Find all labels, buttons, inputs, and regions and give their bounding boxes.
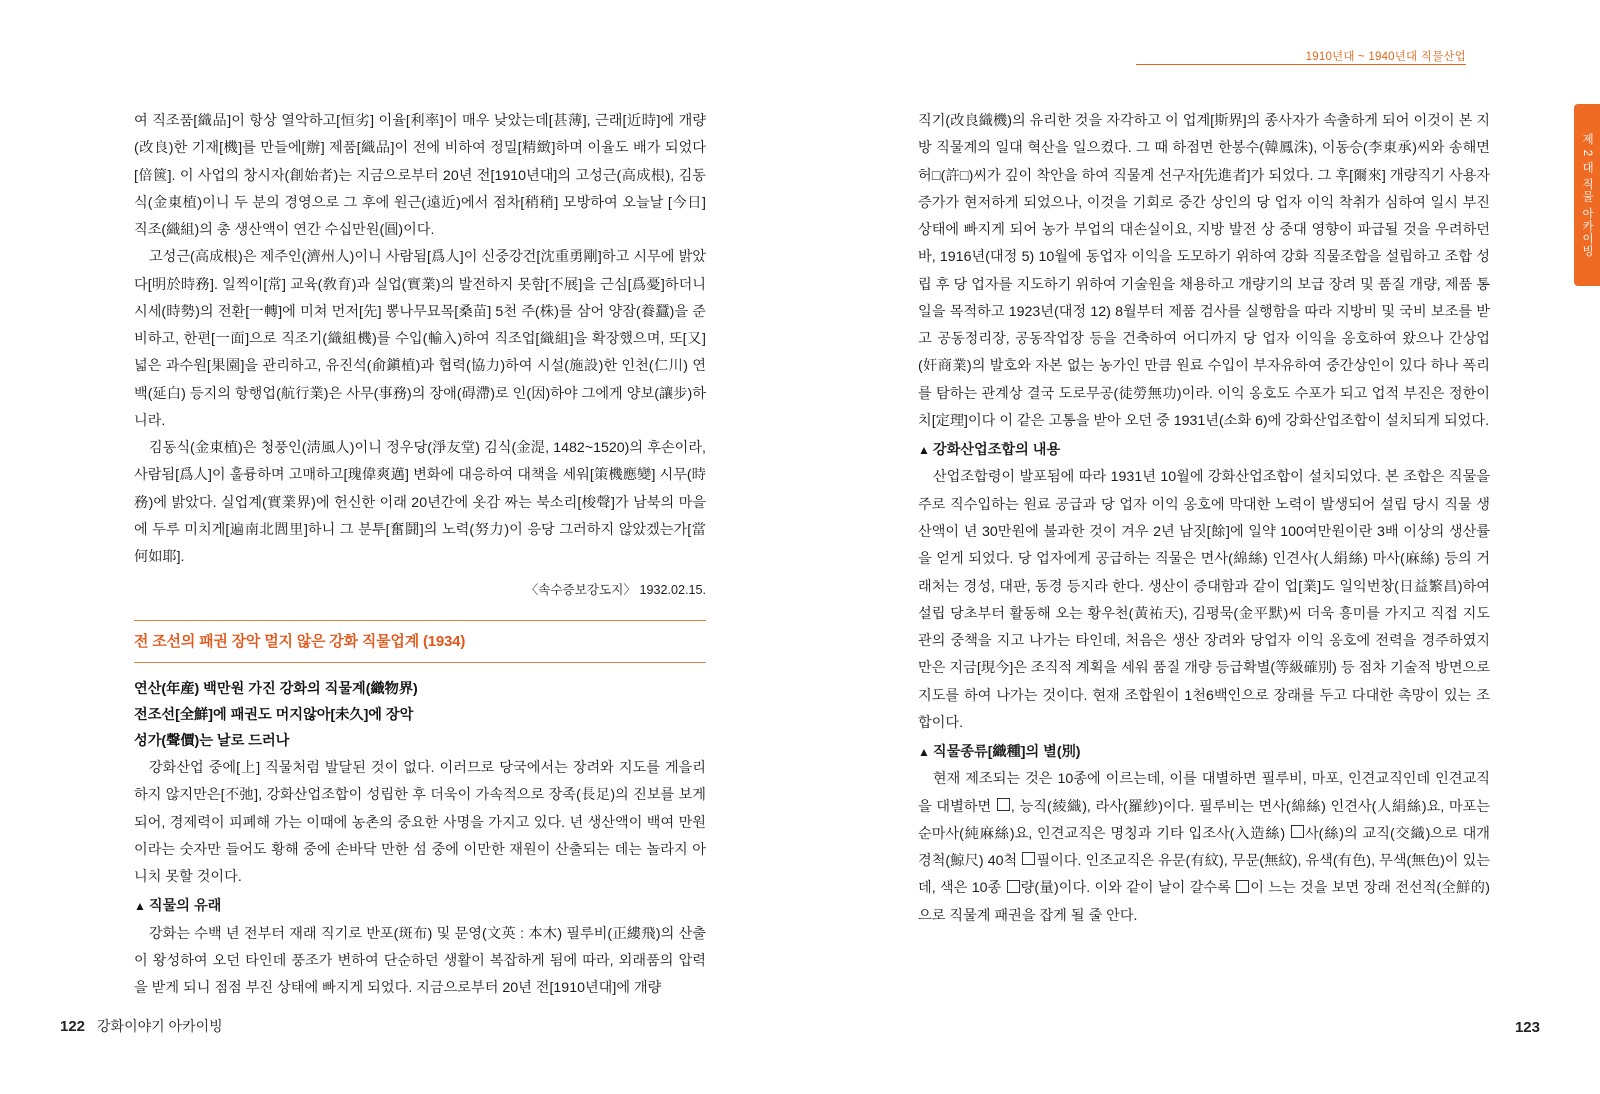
paragraph: 강화는 수백 년 전부터 재래 직기로 반포(斑布) 및 문영(文英 : 本木) 필루비(正縷飛)의 산출이 왕성하여 오던 타인데 풍조가 변하여 단순하던 생활이 복잡하게 됨에 따라, 외래품의 압력을 받게 되니 점점 부진 상태에 빠지게 되었다. 지금으로부터 20년 전[1910년대]에 개량	[134, 925, 706, 997]
paragraph: 김동식(金東植)은 청풍인(淸風人)이니 정우당(淨友堂) 김식(金湜, 1482~1520)의 후손이라, 사람됨[爲人]이 훌륭하며 고매하고[瑰偉爽邁] 변화에 대응하여 대책을 세워[策機應變] 시무(時務)에 밝았다. 실업계(實業界)에 헌신한 이래 20년간에 옷감 짜는 북소리[梭聲]가 남북의 마을에 두루 미치게[遍南北閭里]하니 그 분투[奮鬪]의 노력(努力)이 응당 그러하지 않았겠는가[當何如耶].	[134, 440, 706, 566]
subheading: 전조선[全鮮]에 패권도 머지않아[未久]에 장악	[134, 707, 414, 724]
section-heading-rule	[134, 662, 706, 663]
paragraph: 여 직조품[織品]이 항상 열악하고[恒劣] 이율[利率]이 매우 낮았는데[甚薄], 근래[近時]에 개량(改良)한 기재[機]를 만들에[辦] 제품[織品]이 전에 비하여 정밀[精緻]하며 이율도 배가 되었다[倍篋]. 이 사업의 창시자(創始者)는 지금으로부터 20년 전[1910년대]의 고성근(高成根), 김동식(金東植)이니 두 분의 경영으로 그 후에 원근(遠近)에서 점차[稍稍] 모방하여 오늘날 [今日] 직조(織組)의 총 생산액이 연간 수십만원(圓)이다.	[134, 113, 706, 239]
triangle-subheading	[134, 893, 706, 920]
triangle-bullet-icon: ▲	[918, 745, 930, 760]
triangle-subheading	[918, 437, 1490, 464]
left-page-footer	[60, 1016, 223, 1036]
text-run: 현재 제조되는 것은 10종에 이르는데, 이를 대별하면 필루비, 마포, 인견교직인데 인견교직을 대별하면	[918, 771, 1490, 815]
missing-char-box-icon	[1291, 825, 1304, 838]
paragraph: 직기(改良織機)의 유리한 것을 자각하고 이 업계[斯界]의 종사자가 속출하게 되어 이것이 본 지방 직물계의 일대 혁산을 일으켰다. 그 때 하점면 한봉수(韓鳳洙), 이동승(李東承)씨와 송해면 허□(許□)씨가 깊이 착안을 하여 직물계 선구자[先進者]가 되었다. 그 후[爾來] 개량직기 사용자 증가가 현저하게 되었으나, 이것을 기회로 중간 상인의 당 업자 이익 착취가 심하여 일시 부진 상태에 빠지게 되어 농가 부업의 대손실이요, 지방 발전 상 중대 영향이 파급될 것을 우려하던 바, 1916년(대정 5) 10월에 동업자 이익을 도모하기 위하여 강화 직물조합을 설립하고 조합 성립 후 당 업자를 지도하기 위하여 기술원을 채용하고 개량기의 보급 장려 및 품질 개량, 제품 통일을 목적하고 1923년(대정 12) 8월부터 제품 검사를 실행함을 따라 지방비 및 국비 보조를 받고 공동정리장, 공동작업장 등을 건축하여 어디까지 당 업자 이익을 옹호하여 왔으나 간상업(奸商業)의 발호와 자본 없는 농가인 만큼 원료 수입이 부자유하여 중간상인이 있다 하나 폭리를 탐하는 관계상 결국 도로무공(徒勞無功)이라. 이익 옹호도 수포가 되고 업적 부진은 정한이치[定理]이다 이 같은 고통을 받아 오던 중 1931년(소화 6)에 강화산업조합이 설치되게 되었다.	[918, 113, 1490, 429]
missing-char-box-icon	[1022, 852, 1035, 865]
paragraph: 산업조합령이 발포됨에 따라 1931년 10월에 강화산업조합이 설치되었다. 본 조합은 직물을 주로 직수입하는 원료 공급과 당 업자 이익 옹호에 막대한 노력이 발생되어 설립 당시 직물 생산액이 년 30만원에 불과한 것이 겨우 2년 남짓[餘]에 일약 100여만원이란 3배 이상의 생산률을 얻게 되었다. 당 업자에게 공급하는 직물은 면사(綿絲) 인견사(人絹絲) 마사(麻絲) 등의 거래처는 경성, 대판, 동경 등지라 한다. 생산이 증대함과 같이 업[業]도 일익번창(日益繁昌)하여 설립 당초부터 활동해 오는 황우천(黃祐天), 김평묵(金平默)씨 더욱 흥미를 가지고 직접 지도관의 중책을 지고 나가는 타인데, 처음은 생산 장려와 당업자 이익 옹호에 전력을 경주하였지만은 지금[現今]은 조직적 계획을 세워 품질 개량 등급확별(等級確別) 등 점차 기술적 방면으로 지도를 하여 나가는 것이다. 현재 조합원이 1천6백인으로 장래를 두고 다대한 촉망이 있는 조합이다.	[918, 469, 1490, 731]
running-header-rule	[1136, 64, 1466, 65]
source-citation: 〈속수증보강도지〉 1932.02.15.	[525, 582, 706, 597]
triangle-subheading-label: 직물의 유래	[148, 898, 222, 915]
triangle-subheading	[918, 739, 1490, 766]
side-chapter-tab	[1574, 104, 1600, 286]
paragraph: 고성근(高成根)은 제주인(濟州人)이니 사람됨[爲人]이 신중강건[沈重勇剛]하고 시무에 밝았다[明於時務]. 일찍이[常] 교육(敎育)과 실업(實業)의 발전하지 못함[不展]을 근심[爲憂]하더니 시세(時勢)의 전환[一轉]에 미쳐 먼저[先] 뽕나무묘목[桑苗] 5천 주(株)를 삼어 양잠(養蠶)을 준비하고, 한편[一面]으로 직조기(織組機)를 수입(輸入)하여 직조업[織組]을 확장했으며, 또[又] 넓은 과수원[果園]을 관리하고, 유진석(俞鎭植)과 협력(協力)하여 시설(施設)한 인천(仁川) 연백(延白) 등지의 항행업(航行業)은 사무(事務)의 장애(碍滯)로 인(因)하야 그에게 양보(讓步)하니라.	[134, 249, 706, 429]
paragraph: 강화산업 중에[上] 직물처럼 발달된 것이 없다. 이러므로 당국에서는 장려와 지도를 게을리 하지 않지만은[不弛], 강화산업조합이 성립한 후 더욱이 가속적으로 장족(長足)의 진보를 보게 되어, 경제력이 피폐해 가는 이때에 농촌의 중요한 사명을 가지고 있다. 년 생산액이 백여 만원이라는 숫자만 들어도 황해 중에 손바닥 만한 섬 중에 이만한 재원이 산출되는 데는 놀라지 아니치 못할 것이다.	[134, 760, 706, 886]
text-run: 필이다. 인조교직은 유문(有紋), 무문(無紋), 유색(有色), 무색(無色)이 있는데, 색은 10종	[918, 853, 1490, 897]
book-title-footer: 강화이야기 아카이빙	[97, 1018, 223, 1034]
triangle-bullet-icon: ▲	[134, 899, 146, 914]
triangle-subheading-label: 직물종류[織種]의 별(別)	[932, 744, 1081, 761]
left-column	[134, 108, 706, 1002]
text-run: 사(絲)의 교직(交織)으로 대개 경척(鯨尺) 40척	[918, 825, 1490, 870]
subheading: 연산(年産) 백만원 가진 강화의 직물계(織物界)	[134, 681, 418, 698]
missing-char-box-icon	[997, 798, 1010, 811]
triangle-subheading-label: 강화산업조합의 내용	[932, 442, 1061, 459]
subheading: 성가(聲價)는 날로 드러나	[134, 733, 290, 750]
section-heading-title: 전 조선의 패권 장악 멀지 않은 강화 직물업계 (1934)	[134, 632, 466, 650]
running-header: 1910년대 ~ 1940년대 직물산업	[1305, 51, 1466, 63]
section-heading-rule-top	[134, 620, 706, 621]
side-chapter-tab-label: 제 2 대 직물 아카이빙	[1581, 132, 1593, 258]
page-number-left: 122	[60, 1018, 86, 1035]
missing-char-box-icon	[1007, 880, 1020, 893]
section-heading	[134, 628, 706, 664]
triangle-bullet-icon: ▲	[918, 443, 930, 458]
missing-char-box-icon	[1236, 880, 1249, 893]
page-number-right: 123	[1514, 1019, 1540, 1036]
text-run: 량(量)이다. 이와 같이 날이 갈수록	[1020, 880, 1236, 897]
text-run: , 능직(綾織), 라사(羅紗)이다. 필루비는 면사(綿絲) 인견사(人絹絲)요, 마포는 순마사(純麻絲)요, 인견교직은 명칭과 기타 입조사(入造絲)	[918, 798, 1490, 842]
paragraph	[918, 766, 1490, 930]
right-column	[918, 108, 1490, 930]
text-run: 이 느는 것을 보면 장래 전선적(全鮮的)으로 직물계 패권을 잡게 될 줄 안다.	[918, 880, 1491, 924]
